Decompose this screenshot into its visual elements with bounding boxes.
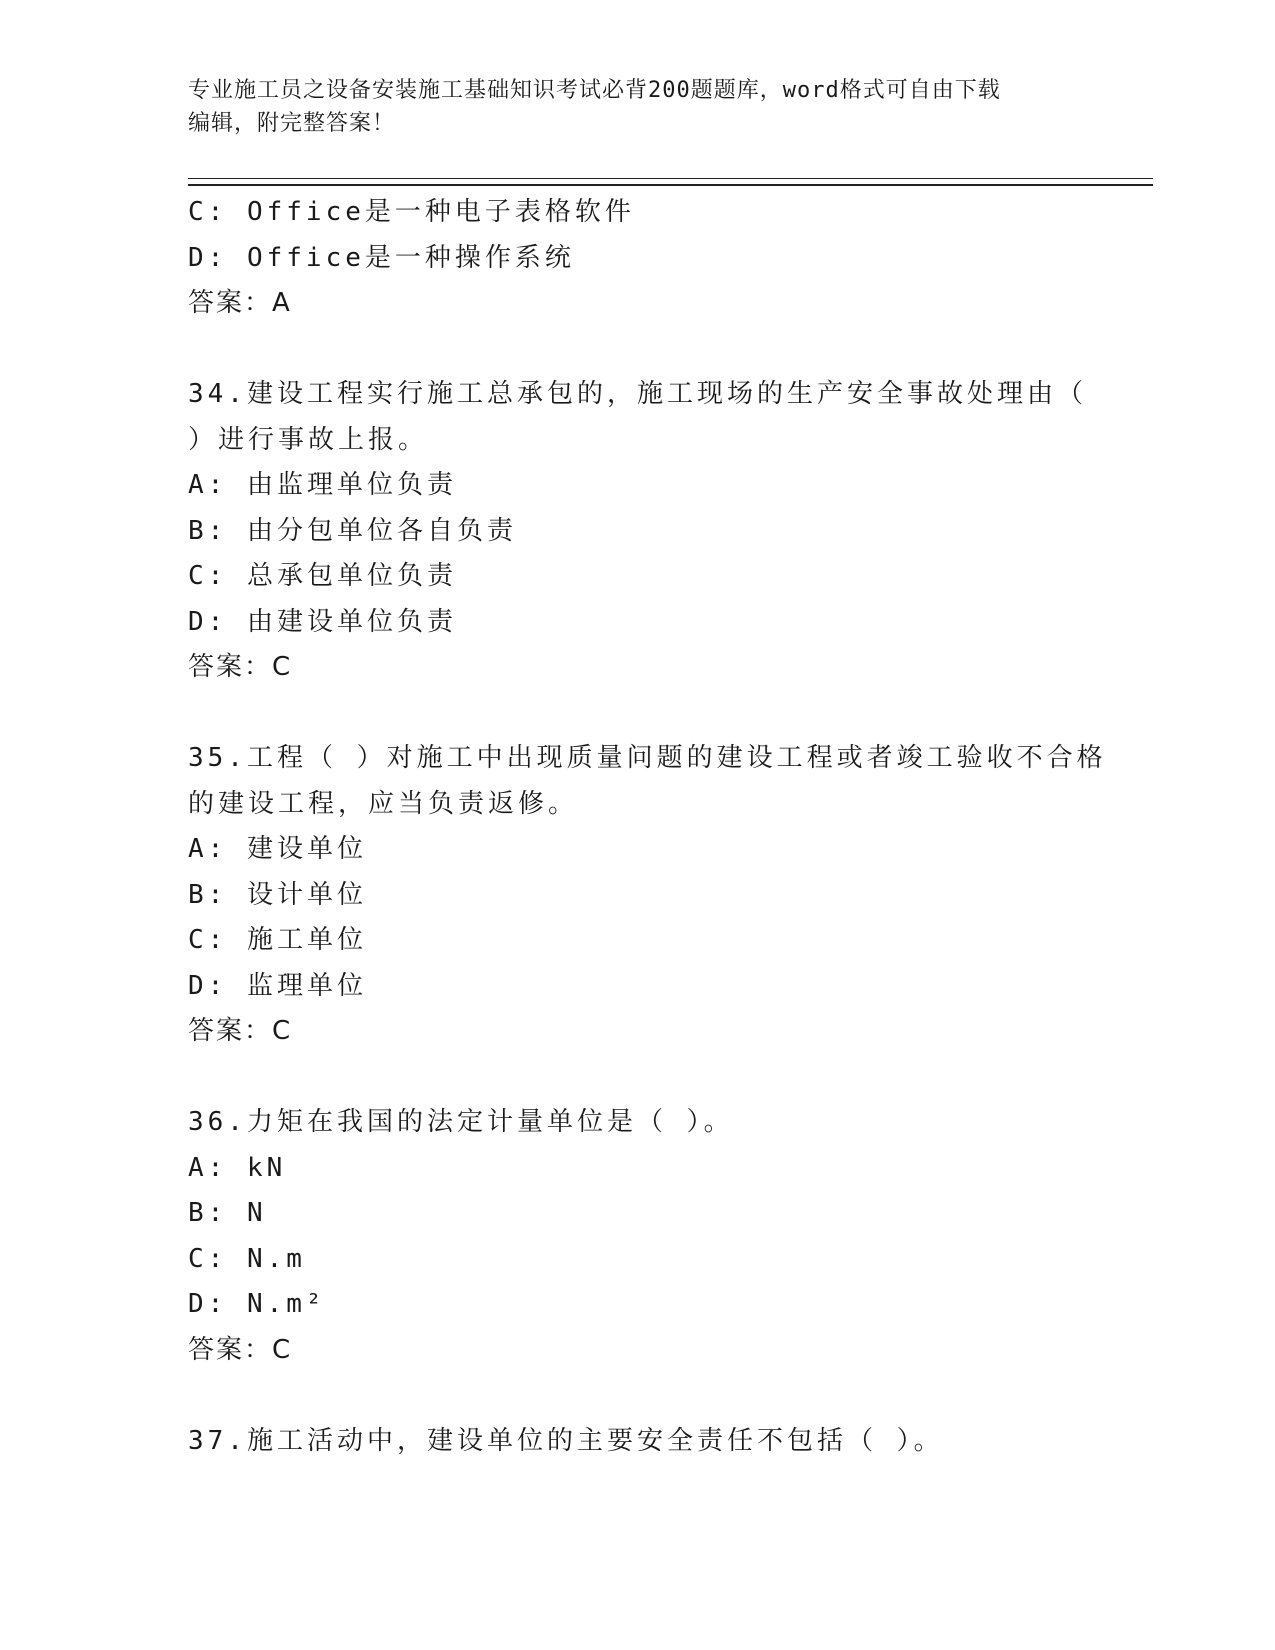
option-c: C: 总承包单位负责	[188, 561, 457, 591]
option-b: B: N	[188, 1198, 267, 1228]
option-d: D: 由建设单位负责	[188, 606, 457, 637]
option-d: D: N.m²	[188, 1289, 326, 1319]
question-list	[188, 190, 1107, 1464]
option-c: C: 施工单位	[188, 925, 367, 955]
page-header	[188, 74, 1088, 140]
option-c: C: Office是一种电子表格软件	[188, 197, 635, 227]
option-a: A: 建设单位	[188, 834, 367, 864]
option-c: C: N.m	[188, 1243, 306, 1274]
option-d: D: Office是一种操作系统	[188, 242, 575, 273]
option-b: B: 由分包单位各自负责	[188, 515, 517, 546]
document-subtitle: 编辑，附完整答案！	[188, 111, 396, 136]
question-34	[188, 372, 1088, 691]
option-a: A: 由监理单位负责	[188, 470, 457, 500]
question-stem-line: 34.建设工程实行施工总承包的，施工现场的生产安全事故处理由（	[188, 379, 1087, 409]
answer: 答案：C	[188, 652, 293, 682]
question-37	[188, 1419, 1088, 1465]
option-a: A: kN	[188, 1152, 287, 1183]
question-stem-line: 37.施工活动中，建设单位的主要安全责任不包括（ ）。	[188, 1425, 944, 1456]
question-33-continued	[188, 190, 1088, 327]
question-stem-line: 的建设工程，应当负责返修。	[188, 788, 579, 819]
question-36	[188, 1100, 1088, 1373]
option-d: D: 监理单位	[188, 970, 367, 1001]
question-stem-line: 35.工程（ ）对施工中出现质量问题的建设工程或者竣工验收不合格	[188, 743, 1107, 773]
question-stem-line: ）进行事故上报。	[188, 424, 429, 455]
document-title: 专业施工员之设备安装施工基础知识考试必背200题题库，word格式可自由下载	[188, 78, 1001, 103]
option-b: B: 设计单位	[188, 879, 367, 910]
answer: 答案：C	[188, 1016, 293, 1046]
header-divider	[188, 178, 1153, 186]
answer: 答案：A	[188, 288, 292, 318]
question-35	[188, 736, 1107, 1055]
question-stem-line: 36.力矩在我国的法定计量单位是（ ）。	[188, 1107, 734, 1137]
answer: 答案：C	[188, 1334, 293, 1365]
